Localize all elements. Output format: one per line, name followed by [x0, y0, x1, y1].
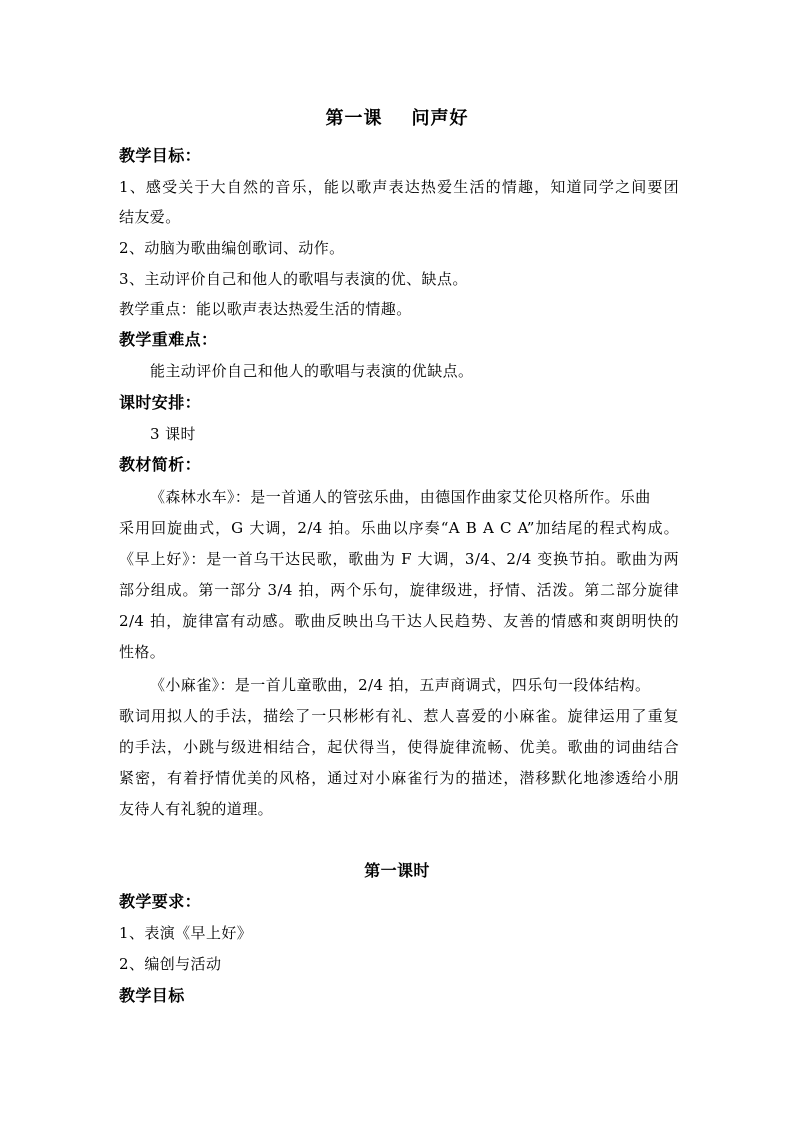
goals-heading-2: 教学目标 — [119, 986, 185, 1005]
requirements-heading: 教学要求： — [119, 892, 202, 911]
goals-heading: 教学目标： — [119, 146, 202, 165]
analysis-paragraph-2-line-1: 《小麻雀》：是一首儿童歌曲，2/4 拍，五声商调式，四乐句一段体结构。 — [150, 676, 651, 694]
schedule-heading: 课时安排： — [119, 393, 202, 412]
goal-1-line-1: 1、感受关于大自然的音乐，能以歌声表达热爱生活的情趣，知道同学之间要团 — [119, 178, 679, 196]
goal-3: 3、主动评价自己和他人的歌唱与表演的优、缺点。 — [119, 270, 468, 288]
difficulty-heading: 教学重难点： — [119, 330, 218, 349]
goal-2: 2、动脑为歌曲编创歌词、动作。 — [119, 239, 345, 257]
analysis-paragraph-1-line-4: 部分组成。第一部分 3/4 拍，两个乐句，旋律级进，抒情、活泼。第二部分旋律 — [119, 581, 679, 599]
difficulty-text: 能主动评价自己和他人的歌唱与表演的优缺点。 — [150, 362, 474, 380]
lesson-1-title: 第一课时 — [364, 861, 430, 880]
analysis-paragraph-1-line-3: 《早上好》：是一首乌干达民歌，歌曲为 F 大调，3/4、2/4 变换节拍。歌曲为两 — [119, 550, 679, 568]
page-title: 第一课 问声好 — [325, 108, 469, 129]
requirement-1: 1、表演《早上好》 — [119, 924, 253, 942]
analysis-paragraph-1-line-6: 性格。 — [119, 643, 166, 661]
analysis-paragraph-1-line-1: 《森林水车》：是一首通人的管弦乐曲，由德国作曲家艾伦贝格所作。乐曲 — [150, 488, 651, 506]
analysis-paragraph-1-line-5: 2/4 拍，旋律富有动感。歌曲反映出乌干达人民趋势、友善的情感和爽朗明快的 — [119, 612, 679, 630]
analysis-heading: 教材简析： — [119, 455, 202, 474]
analysis-paragraph-2-line-5: 友待人有礼貌的道理。 — [119, 800, 274, 818]
analysis-paragraph-2-line-3: 的手法，小跳与级进相结合，起伏得当，使得旋律流畅、优美。歌曲的词曲结合 — [119, 738, 679, 756]
schedule-text: 3 课时 — [150, 425, 196, 443]
key-point: 教学重点：能以歌声表达热爱生活的情趣。 — [119, 300, 412, 318]
analysis-paragraph-2-line-2: 歌词用拟人的手法，描绘了一只彬彬有礼、惹人喜爱的小麻雀。旋律运用了重复 — [119, 707, 679, 725]
goal-1-line-2: 结友爱。 — [119, 208, 181, 226]
analysis-paragraph-2-line-4: 紧密，有着抒情优美的风格，通过对小麻雀行为的描述，潜移默化地渗透给小朋 — [119, 769, 679, 787]
requirement-2: 2、编创与活动 — [119, 955, 222, 973]
analysis-paragraph-1-line-2: 采用回旋曲式，G 大调，2/4 拍。乐曲以序奏“A B A C A”加结尾的程式构成。 — [119, 519, 679, 537]
